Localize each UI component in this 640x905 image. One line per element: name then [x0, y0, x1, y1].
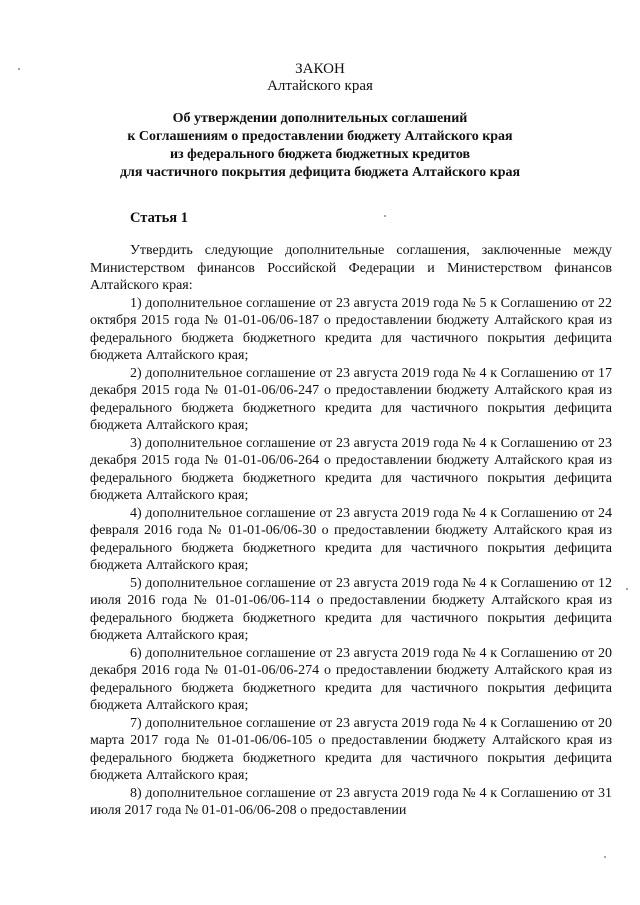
law-region: Алтайского края — [267, 78, 373, 94]
list-item: 8) дополнительное соглашение от 23 августа 2019 года № 4 к Соглашению от 31 июля 2017 года № 01-01-06/06-208 о предоставлении — [90, 785, 612, 818]
title-line: Об утверждении дополнительных соглашений — [172, 111, 468, 126]
list-item: 4) дополнительное соглашение от 23 августа 2019 года № 4 к Соглашению от 24 февраля 2016 года № 01-01-06/06-30 о предоставлении бюджету Алтайского края из федерального бюджета бюджетного кредита для частичного покрытия дефицита бюджета Алтайского края; — [90, 505, 612, 573]
title-line: к Соглашениям о предоставлении бюджету Алтайского края — [127, 129, 513, 144]
scan-speck — [626, 588, 628, 590]
article-heading: Статья 1 — [130, 210, 188, 226]
scan-speck — [18, 68, 20, 70]
list-item: 5) дополнительное соглашение от 23 августа 2019 года № 4 к Соглашению от 12 июля 2016 года № 01-01-06/06-114 о предоставлении бюджету Алтайского края из федерального бюджета бюджетного кредита для частичного покрытия дефицита бюджета Алтайского края; — [90, 575, 612, 643]
list-item: 2) дополнительное соглашение от 23 августа 2019 года № 4 к Соглашению от 17 декабря 2015 года № 01-01-06/06-247 о предоставлении бюджету Алтайского края из федерального бюджета бюджетного кредита для частичного покрытия дефицита бюджета Алтайского края; — [90, 365, 612, 433]
law-heading: ЗАКОН — [295, 61, 345, 77]
list-item: 3) дополнительное соглашение от 23 августа 2019 года № 4 к Соглашению от 23 декабря 2015 года № 01-01-06/06-264 о предоставлении бюджету Алтайского края из федерального бюджета бюджетного кредита для частичного покрытия дефицита бюджета Алтайского края; — [90, 435, 612, 503]
article-body — [90, 238, 612, 820]
list-item: 1) дополнительное соглашение от 23 августа 2019 года № 5 к Соглашению от 22 октября 2015 года № 01-01-06/06-187 о предоставлении бюджету Алтайского края из федерального бюджета бюджетного кредита для частичного покрытия дефицита бюджета Алтайского края; — [90, 295, 612, 363]
title-line: из федерального бюджета бюджетных кредитов — [169, 147, 471, 162]
law-title — [0, 110, 640, 182]
scan-speck — [604, 856, 606, 858]
article-intro: Утвердить следующие дополнительные соглашения, заключенные между Министерством финансов Российской Федерации и Министерством финансов Алтайского края: — [90, 243, 612, 293]
list-item: 6) дополнительное соглашение от 23 августа 2019 года № 4 к Соглашению от 20 декабря 2016 года № 01-01-06/06-274 о предоставлении бюджету Алтайского края из федерального бюджета бюджетного кредита для частичного покрытия дефицита бюджета Алтайского края; — [90, 645, 612, 713]
list-item: 7) дополнительное соглашение от 23 августа 2019 года № 4 к Соглашению от 20 марта 2017 года № 01-01-06/06-105 о предоставлении бюджету Алтайского края из федерального бюджета бюджетного кредита для частичного покрытия дефицита бюджета Алтайского края; — [90, 715, 612, 783]
title-line: для частичного покрытия дефицита бюджета Алтайского края — [119, 165, 521, 180]
scan-speck — [384, 215, 386, 217]
